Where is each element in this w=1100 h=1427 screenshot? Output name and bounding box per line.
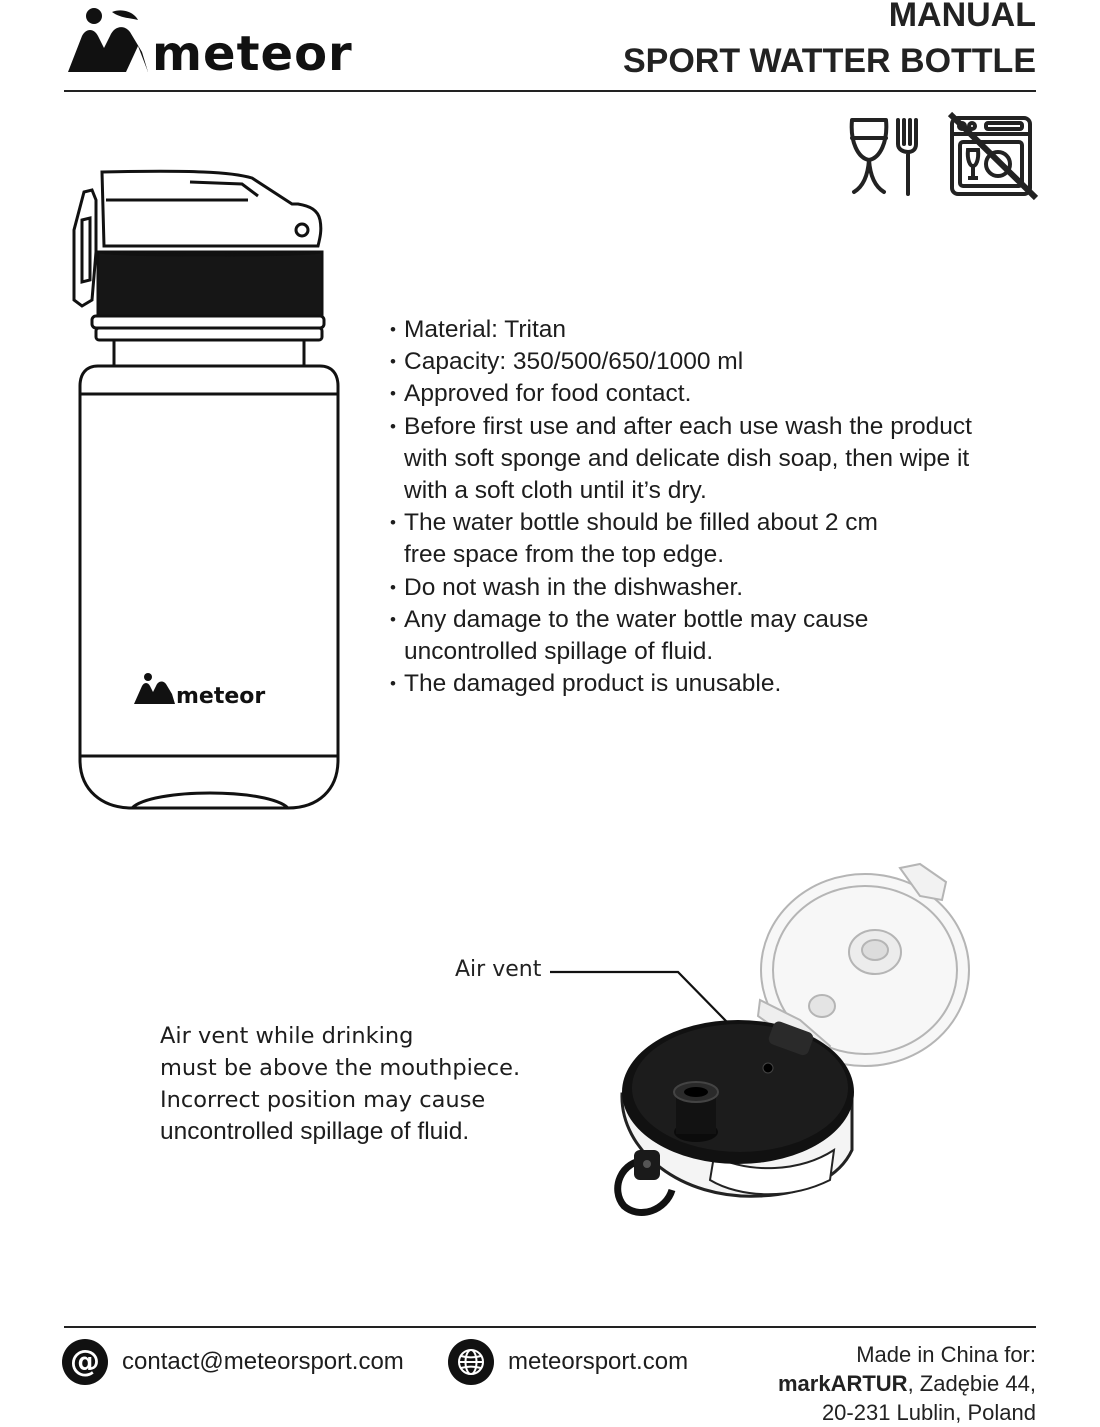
bottle-lid-photo [590, 860, 990, 1260]
air-vent-note-line3: Incorrect position may cause [160, 1087, 486, 1113]
company-street: , Zadębie 44, [907, 1371, 1036, 1396]
air-vent-note-line1: Air vent while drinking [160, 1023, 414, 1049]
no-dishwasher-icon [946, 110, 1040, 202]
title-product: SPORT WATTER BOTTLE [622, 42, 1036, 80]
meteor-logo [64, 6, 394, 76]
spec-item-line: • Before first use and after each use wash the product [404, 412, 972, 440]
air-vent-note-line4: uncontrolled spillage of fluid. [160, 1118, 470, 1145]
spec-item [390, 314, 1050, 346]
email-icon: @ [62, 1339, 108, 1385]
spec-item [390, 378, 1050, 410]
spec-item-line: with soft sponge and delicate dish soap, then wipe it [404, 444, 970, 472]
spec-item [390, 411, 1050, 508]
spec-item-line: • Any damage to the water bottle may cause [404, 605, 869, 633]
spec-item-line: uncontrolled spillage of fluid. [404, 638, 714, 666]
title-manual: MANUAL [888, 0, 1036, 34]
header-divider [64, 90, 1036, 92]
bottle-logo-wordmark: meteor [176, 684, 266, 709]
spec-item-line: • Approved for food contact. [404, 380, 692, 408]
air-vent-note [160, 1020, 520, 1148]
footer-divider [64, 1326, 1036, 1328]
air-vent-label: Air vent [455, 957, 542, 982]
contact-email[interactable]: contact@meteorsport.com [122, 1348, 404, 1375]
spec-item [390, 668, 1050, 700]
product-specs-list [390, 314, 1050, 700]
spec-item-line: • Material: Tritan [404, 316, 567, 343]
spec-item-line: • The damaged product is unusable. [404, 670, 782, 698]
spec-item-line: • Do not wash in the dishwasher. [404, 573, 744, 601]
company-address-line [778, 1369, 1036, 1398]
water-bottle-illustration [62, 160, 352, 820]
spec-item-line: • The water bottle should be filled about 2 cm [404, 509, 878, 537]
manufacturer-info [778, 1340, 1036, 1427]
company-city: 20-231 Lublin, Poland [821, 1400, 1036, 1425]
made-in-text: Made in China for: [856, 1342, 1036, 1367]
spec-item [390, 604, 1050, 668]
spec-item [390, 507, 1050, 571]
spec-item-line: free space from the top edge. [404, 541, 725, 569]
spec-item-line: • Capacity: 350/500/650/1000 ml [404, 348, 744, 376]
logo-wordmark: meteor [152, 26, 353, 76]
globe-icon [448, 1339, 494, 1385]
food-contact-icon [846, 114, 922, 198]
spec-item [390, 572, 1050, 604]
document-title [623, 0, 1036, 84]
spec-item [390, 346, 1050, 378]
spec-item-line: with a soft cloth until it’s dry. [404, 477, 707, 505]
company-name: markARTUR [777, 1371, 908, 1396]
website-link[interactable]: meteorsport.com [508, 1348, 689, 1375]
air-vent-note-line2: must be above the mouthpiece. [160, 1055, 521, 1081]
